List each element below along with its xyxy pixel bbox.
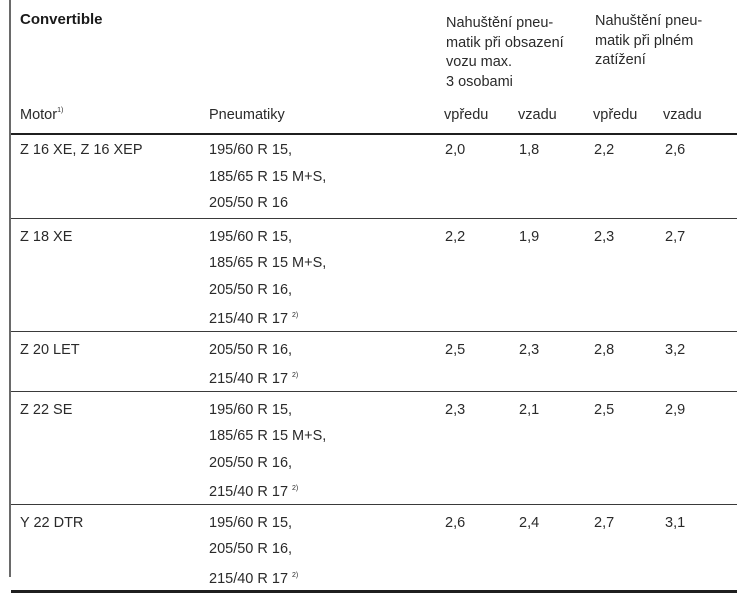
- row-rear-full: 3,1: [665, 514, 686, 531]
- column-header-front-max3: vpředu: [444, 107, 489, 123]
- motor-footnote: 1): [57, 107, 64, 114]
- group-header-line: Nahuštění pneu-: [595, 13, 703, 29]
- column-header-rear-max3: vzadu: [518, 107, 557, 123]
- row-front-max3: 2,6: [445, 514, 466, 531]
- row-front-full: 2,8: [594, 341, 615, 358]
- row-motor: Z 16 XE, Z 16 XEP: [20, 142, 143, 158]
- tire-footnote: 2): [292, 372, 299, 379]
- row-motor: Z 18 XE: [20, 228, 73, 245]
- row-tire-size: [209, 510, 292, 537]
- row-front-max3: 2,0: [445, 142, 466, 158]
- tire-footnote: 2): [292, 312, 299, 319]
- row-rear-max3: 2,1: [519, 401, 540, 418]
- row-tire-size: [209, 303, 298, 333]
- row-separator: [11, 391, 737, 392]
- row-front-max3: 2,5: [445, 341, 466, 358]
- row-tire-size: [209, 224, 292, 251]
- row-motor: Z 20 LET: [20, 341, 80, 358]
- row-rear-max3: 1,9: [519, 228, 540, 245]
- tire-size-text: 205/50 R 16,: [209, 454, 293, 471]
- row-rear-full: 2,7: [665, 228, 686, 245]
- group-header-full: [595, 12, 737, 71]
- row-tire-size: [209, 423, 326, 450]
- column-header-front-full: vpředu: [593, 107, 638, 123]
- tire-size-text: 185/65 R 15 M+S,: [209, 428, 327, 444]
- row-tire-size: [209, 563, 298, 593]
- column-header-tires: Pneumatiky: [209, 107, 285, 123]
- tire-size-text: 195/60 R 15,: [209, 228, 293, 245]
- row-rear-max3: 1,8: [519, 142, 540, 158]
- table-title: Convertible: [20, 11, 103, 28]
- row-separator: [11, 504, 737, 505]
- row-tire-size: [209, 250, 326, 277]
- tire-size-text: 205/50 R 16,: [209, 541, 293, 557]
- row-tire-size: [209, 137, 292, 164]
- row-rear-full: 2,6: [665, 142, 686, 158]
- group-header-line: matik při obsazení: [446, 34, 564, 51]
- row-tire-size: [209, 337, 292, 364]
- row-tire-size: [209, 450, 292, 477]
- group-header-line: zatížení: [595, 52, 646, 68]
- motor-label: Motor: [20, 107, 58, 123]
- tire-size-text: 185/65 R 15 M+S,: [209, 168, 327, 185]
- row-tire-size: [209, 536, 292, 563]
- tire-footnote: 2): [292, 571, 299, 579]
- tire-size-text: 215/40 R 17: [209, 371, 289, 387]
- tire-footnote: 2): [292, 485, 299, 492]
- header-rule: [11, 133, 737, 135]
- group-header-line: Nahuštění pneu-: [446, 15, 554, 31]
- row-front-max3: 2,3: [445, 401, 466, 418]
- group-header-line: 3 osobami: [446, 73, 513, 90]
- row-rear-full: 3,2: [665, 341, 686, 358]
- row-front-full: 2,3: [594, 228, 615, 245]
- row-front-full: 2,7: [594, 514, 615, 531]
- tire-size-text: 195/60 R 15,: [209, 401, 293, 418]
- group-header-line: vozu max.: [446, 54, 513, 70]
- tire-size-text: 205/50 R 16,: [209, 341, 293, 358]
- row-front-max3: 2,2: [445, 228, 466, 245]
- row-front-full: 2,5: [594, 401, 615, 418]
- column-header-motor: [20, 107, 63, 123]
- tire-size-text: 205/50 R 16: [209, 195, 289, 211]
- row-motor: Y 22 DTR: [20, 514, 84, 531]
- row-rear-full: 2,9: [665, 401, 686, 418]
- row-tire-size: [209, 190, 288, 217]
- row-rear-max3: 2,3: [519, 341, 540, 358]
- tire-size-text: 185/65 R 15 M+S,: [209, 255, 327, 271]
- row-front-full: 2,2: [594, 142, 615, 158]
- tire-size-text: 215/40 R 17: [209, 311, 289, 327]
- row-separator: [11, 331, 737, 332]
- tire-size-text: 205/50 R 16,: [209, 281, 293, 298]
- row-motor: Z 22 SE: [20, 401, 73, 418]
- row-rear-max3: 2,4: [519, 514, 540, 531]
- group-header-line: matik při plném: [595, 32, 694, 49]
- row-tire-size: [209, 397, 292, 424]
- column-header-rear-full: vzadu: [663, 107, 702, 123]
- tire-size-text: 215/40 R 17: [209, 484, 289, 500]
- tire-size-text: 215/40 R 17: [209, 570, 289, 587]
- group-header-max3: [446, 14, 596, 92]
- row-tire-size: [209, 476, 298, 506]
- tire-size-text: 195/60 R 15,: [209, 142, 293, 158]
- left-margin-rule: [9, 0, 11, 577]
- row-tire-size: [209, 363, 298, 393]
- tire-size-text: 195/60 R 15,: [209, 514, 293, 531]
- row-tire-size: [209, 277, 292, 304]
- row-separator: [11, 218, 737, 219]
- row-tire-size: [209, 164, 326, 191]
